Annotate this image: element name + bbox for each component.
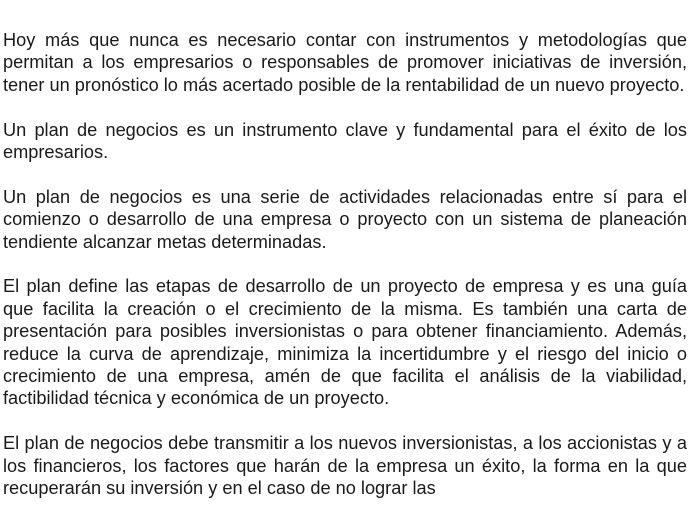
paragraph-4: El plan define las etapas de desarrollo de un proyecto de empresa y es una guía que facilita la creación o el crecimiento de la misma. Es también una carta de presentación para posibles inversionistas o para obtener financiamiento. Además, reduce la curva de aprendizaje, minimiza la incertidumbre y el riesgo del inicio o crecimiento de una empresa, amén de que facilita el análisis de la viabilidad, factibilidad técnica y económica de un proyecto. xyxy=(3,276,687,409)
paragraph-3: Un plan de negocios es una serie de actividades relacionadas entre sí para el comienzo o desarrollo de una empresa o proyecto con un sistema de planeación tendiente alcanzar metas determinadas. xyxy=(3,186,687,252)
paragraph-5: El plan de negocios debe transmitir a los nuevos inversionistas, a los accionistas y a los financieros, los factores que harán de la empresa un éxito, la forma en la que recuperarán su inversión y en el caso de no lograr las xyxy=(3,433,687,499)
document-body xyxy=(3,29,687,522)
paragraph-1: Hoy más que nunca es necesario contar con instrumentos y metodologías que permitan a los empresarios o responsables de promover iniciativas de inversión, tener un pronóstico lo más acertado posible de la rentabilidad de un nuevo proyecto. xyxy=(3,30,687,95)
paragraph-2: Un plan de negocios es un instrumento clave y fundamental para el éxito de los empresarios. xyxy=(3,119,687,163)
